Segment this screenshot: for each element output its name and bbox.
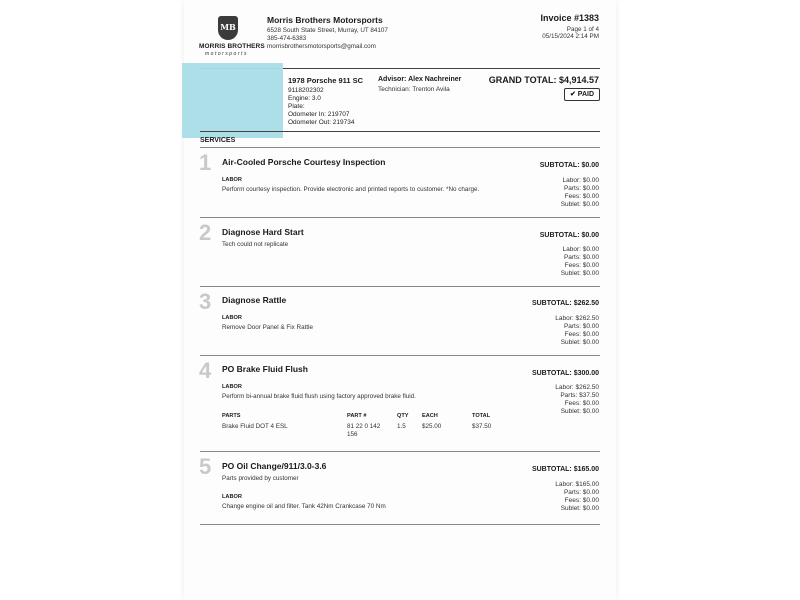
fees-amount: Fees: $0.00 <box>564 193 599 200</box>
service-subtotal: SUBTOTAL: $0.00 <box>539 232 599 239</box>
service-divider <box>200 217 600 218</box>
labor-amount: Labor: $165.00 <box>555 481 599 488</box>
sublet-amount: Sublet: $0.00 <box>560 339 599 346</box>
parts-amount: Parts: $0.00 <box>563 185 599 192</box>
sticky-note <box>182 63 283 138</box>
labor-amount: Labor: $0.00 <box>562 177 599 184</box>
service-divider <box>200 451 600 452</box>
part-qty: 1.5 <box>397 423 406 430</box>
service-number: 5 <box>199 454 212 479</box>
service-description: Perform courtesy inspection. Provide electronic and printed reports to customer. *No charge. <box>222 186 480 193</box>
service-title: Air-Cooled Porsche Courtesy Inspection <box>222 157 386 167</box>
service-number: 4 <box>199 358 212 383</box>
parts-amount: Parts: $0.00 <box>563 254 599 261</box>
vehicle-title: 1978 Porsche 911 SC <box>288 76 364 85</box>
shop-logo-icon <box>218 16 238 40</box>
service-title: Diagnose Hard Start <box>222 227 304 237</box>
vehicle-engine: Engine: 3.0 <box>288 95 321 102</box>
labor-label: LABOR <box>222 177 242 183</box>
total-header: TOTAL <box>472 413 491 419</box>
vehicle-vin: 9118202302 <box>288 87 324 94</box>
vehicle-plate: Plate: <box>288 103 305 110</box>
shop-phone: 385-474-6383 <box>267 35 307 42</box>
service-description: Perform bi-annual brake fluid flush using factory approved brake fluid. <box>222 393 416 400</box>
technician: Technician: Trenton Avila <box>378 86 450 93</box>
service-note: Parts provided by customer <box>222 475 299 482</box>
parts-amount: Parts: $0.00 <box>563 323 599 330</box>
shop-email: morrisbrothersmotorsports@gmail.com <box>267 43 376 50</box>
service-description: Change engine oil and filter. Tank 42Nm Crankcase 70 Nm <box>222 503 386 510</box>
fees-amount: Fees: $0.00 <box>564 262 599 269</box>
sublet-amount: Sublet: $0.00 <box>560 270 599 277</box>
labor-amount: Labor: $262.50 <box>555 384 599 391</box>
paid-badge: ✔ PAID <box>564 88 600 101</box>
service-description: Tech could not replicate <box>222 241 289 248</box>
each-header: EACH <box>422 413 438 419</box>
labor-label: LABOR <box>222 384 242 390</box>
labor-amount: Labor: $0.00 <box>562 246 599 253</box>
sublet-amount: Sublet: $0.00 <box>560 408 599 415</box>
service-title: PO Brake Fluid Flush <box>222 364 308 374</box>
sublet-amount: Sublet: $0.00 <box>560 505 599 512</box>
part-total: $37.50 <box>472 423 492 430</box>
service-title: PO Oil Change/911/3.0-3.6 <box>222 461 327 471</box>
labor-label: LABOR <box>222 315 242 321</box>
page-indicator: Page 1 of 4 <box>566 26 599 33</box>
service-subtotal: SUBTOTAL: $300.00 <box>531 370 599 377</box>
parts-amount: Parts: $0.00 <box>563 489 599 496</box>
shop-name: Morris Brothers Motorsports <box>267 15 383 25</box>
odometer-in: Odometer In: 219707 <box>288 111 350 118</box>
advisor: Advisor: Alex Nachreiner <box>378 76 462 83</box>
labor-label: LABOR <box>222 494 242 500</box>
shop-address: 6528 South State Street, Murray, UT 84107 <box>267 27 388 34</box>
grand-total: GRAND TOTAL: $4,914.57 <box>488 75 599 85</box>
parts-amount: Parts: $37.50 <box>560 392 599 399</box>
service-number: 2 <box>199 220 212 245</box>
service-subtotal: SUBTOTAL: $165.00 <box>531 466 599 473</box>
fees-amount: Fees: $0.00 <box>564 497 599 504</box>
logo-subtitle: motorsports <box>205 51 248 57</box>
fees-amount: Fees: $0.00 <box>564 331 599 338</box>
services-heading: SERVICES <box>200 137 236 144</box>
service-divider <box>200 355 600 356</box>
services-divider <box>200 147 600 148</box>
labor-amount: Labor: $262.50 <box>555 315 599 322</box>
part-number-cont: 156 <box>347 431 358 438</box>
part-each: $25.00 <box>422 423 442 430</box>
service-title: Diagnose Rattle <box>222 295 287 305</box>
service-divider <box>200 286 600 287</box>
invoice-date: 05/15/2024 2:14 PM <box>542 33 599 40</box>
service-description: Remove Door Panel & Fix Rattle <box>222 324 313 331</box>
service-number: 1 <box>199 150 212 175</box>
invoice-number: Invoice #1383 <box>540 13 599 23</box>
odometer-out: Odometer Out: 219734 <box>288 119 355 126</box>
part-number-header: PART # <box>347 413 367 419</box>
service-subtotal: SUBTOTAL: $0.00 <box>539 162 599 169</box>
logo-initials: MB <box>220 22 236 32</box>
part-number: 81 22 0 142 <box>347 423 381 430</box>
sublet-amount: Sublet: $0.00 <box>560 201 599 208</box>
info-divider <box>200 131 600 132</box>
part-name: Brake Fluid DOT 4 ESL <box>222 423 288 430</box>
parts-header: PARTS <box>222 413 241 419</box>
service-subtotal: SUBTOTAL: $262.50 <box>531 300 599 307</box>
service-number: 3 <box>199 289 212 314</box>
logo-name: MORRIS BROTHERS <box>199 43 265 50</box>
service-divider <box>200 524 600 525</box>
fees-amount: Fees: $0.00 <box>564 400 599 407</box>
qty-header: QTY <box>397 413 409 419</box>
